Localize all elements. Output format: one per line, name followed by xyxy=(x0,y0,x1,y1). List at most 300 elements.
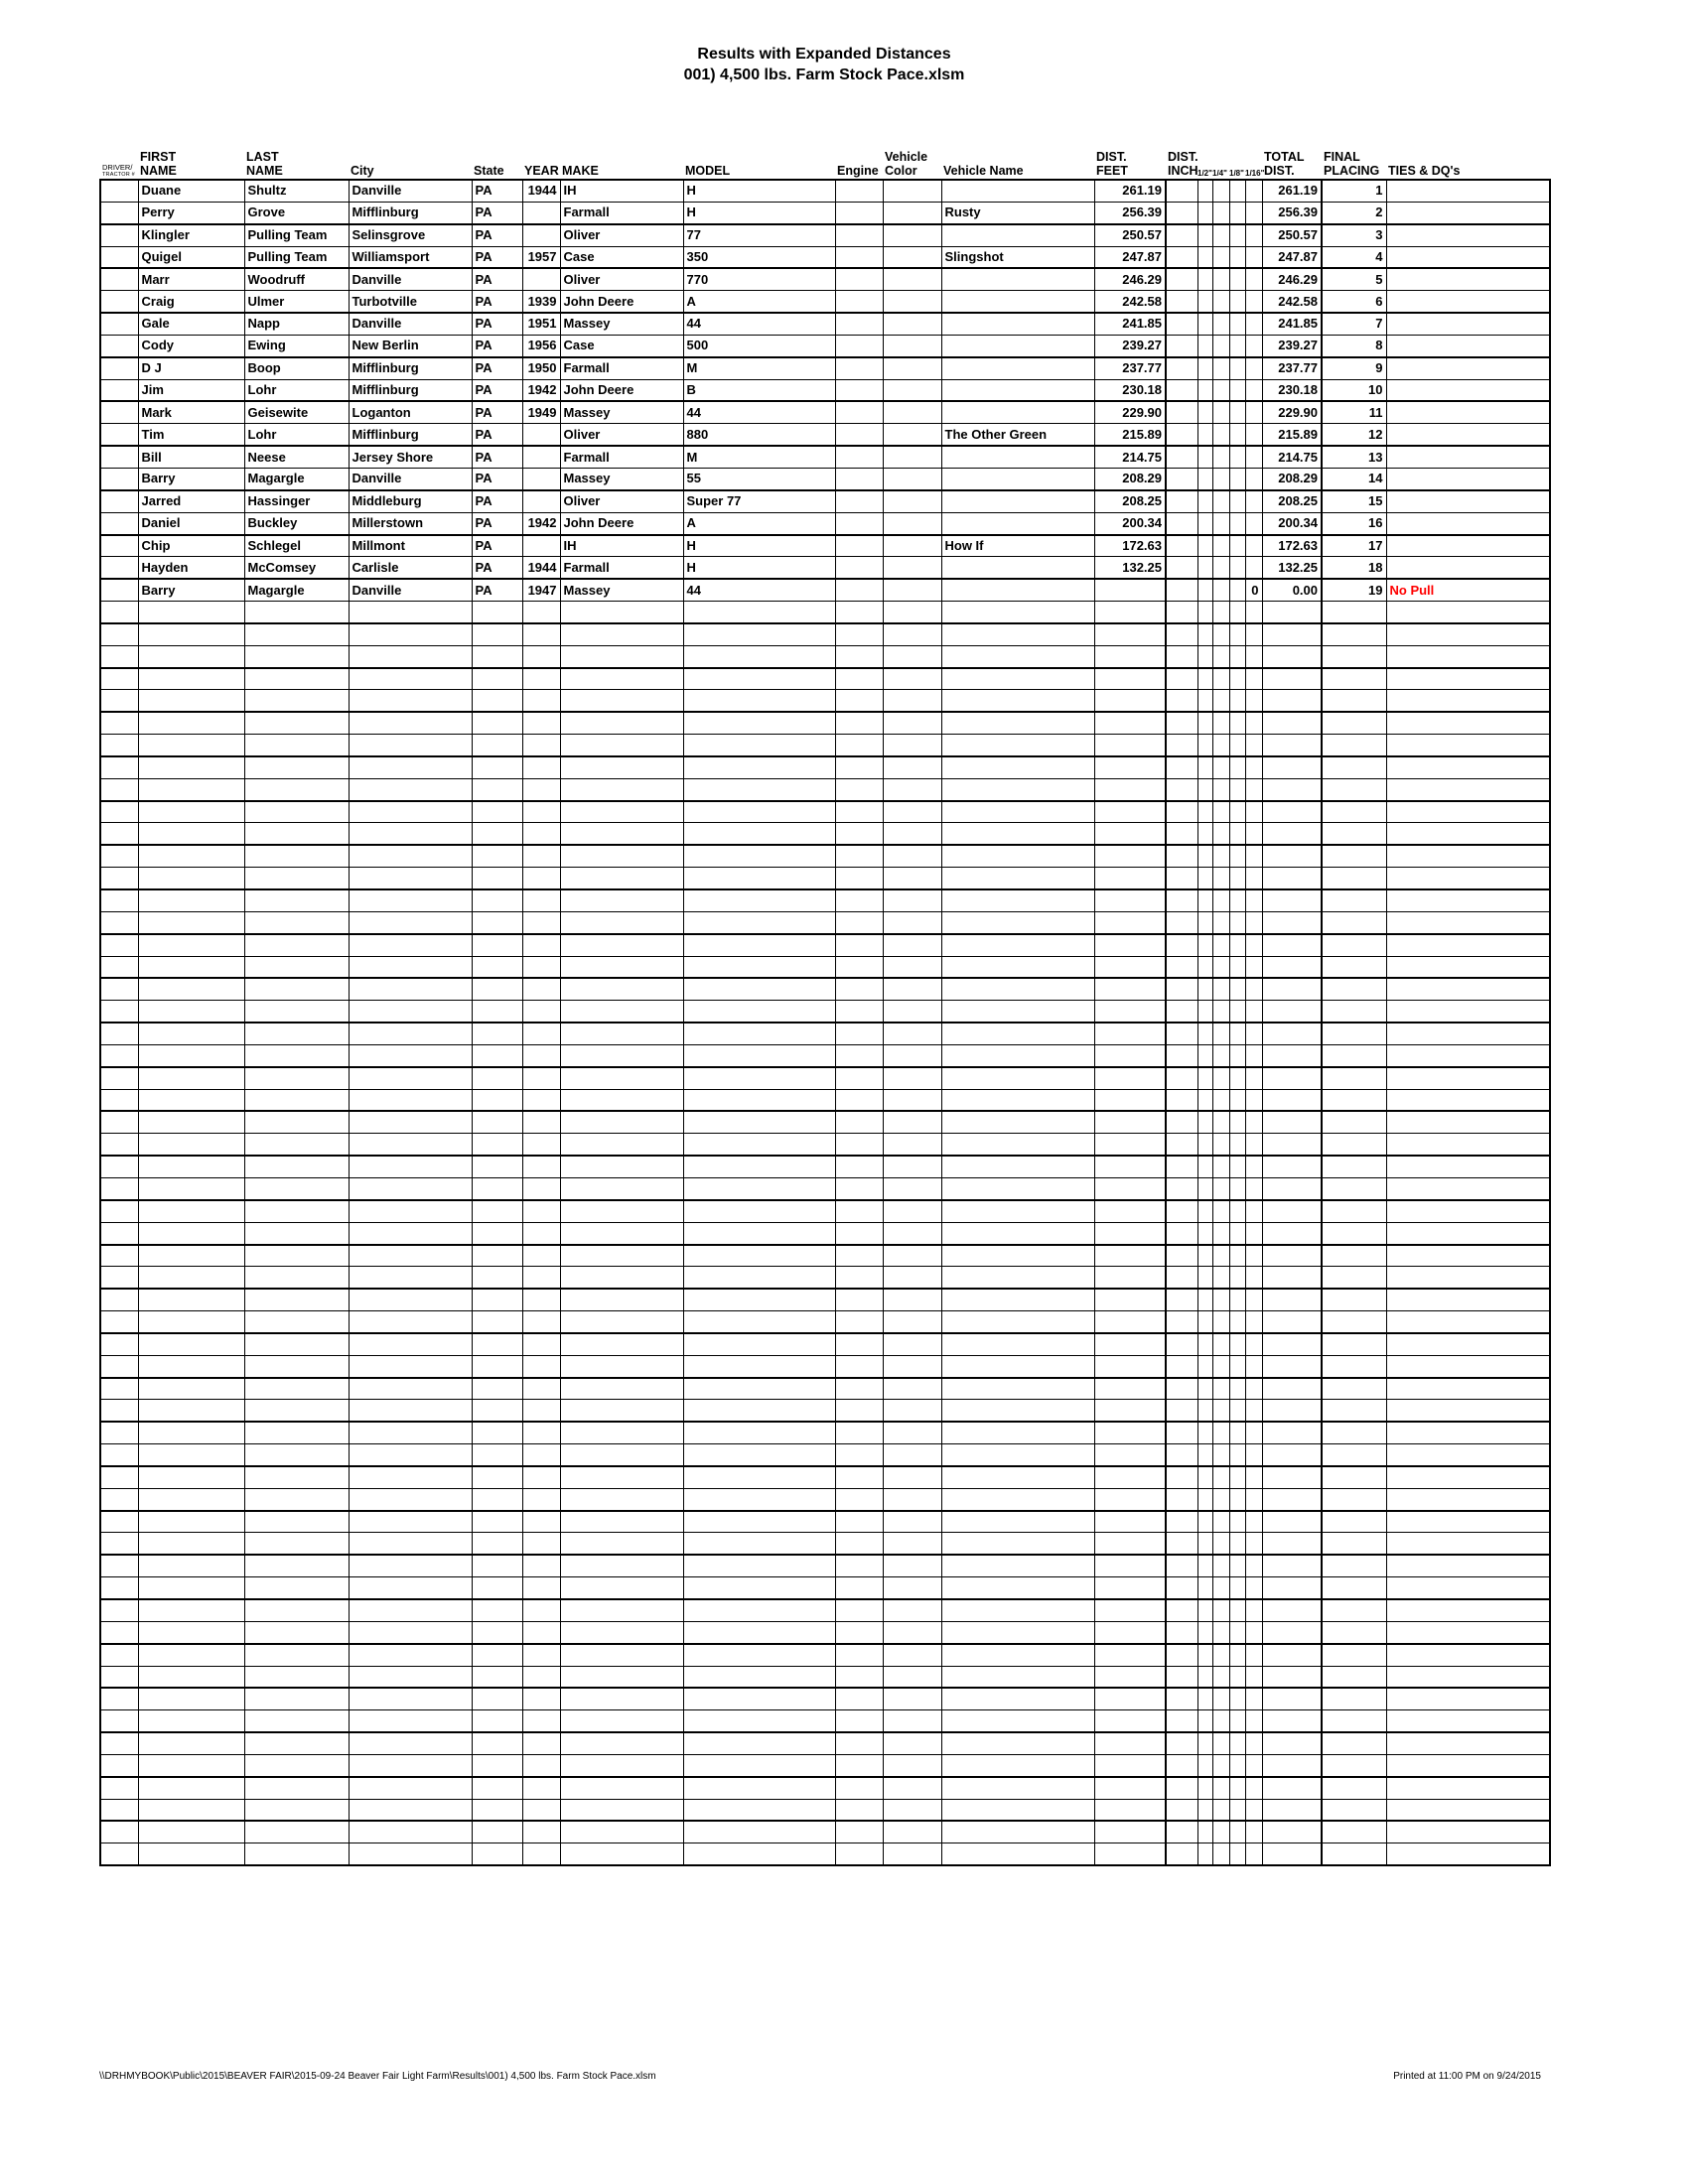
cell-final-placing xyxy=(1322,889,1386,911)
cell-total-dist xyxy=(1262,1754,1322,1776)
cell-vehicle-color xyxy=(883,1688,941,1709)
cell-make xyxy=(560,690,683,712)
cell-last-name xyxy=(244,1267,349,1289)
table-row-empty xyxy=(100,1644,1550,1666)
cell-engine xyxy=(835,1289,883,1310)
report-title-line1: Results with Expanded Distances xyxy=(697,46,951,63)
cell-state xyxy=(472,1666,522,1688)
cell-tractor-num xyxy=(100,645,138,667)
cell-eighth xyxy=(1229,845,1245,867)
cell-model: 880 xyxy=(683,424,835,446)
cell-eighth xyxy=(1229,1001,1245,1023)
cell-first-name xyxy=(138,1289,244,1310)
cell-engine xyxy=(835,623,883,645)
cell-engine xyxy=(835,1621,883,1643)
cell-first-name xyxy=(138,956,244,978)
cell-engine xyxy=(835,1710,883,1732)
cell-engine xyxy=(835,379,883,401)
cell-quarter xyxy=(1212,1511,1229,1533)
cell-last-name xyxy=(244,668,349,690)
cell-sixteenth xyxy=(1245,1422,1262,1443)
cell-ties-dqs xyxy=(1386,1533,1550,1555)
cell-ties-dqs xyxy=(1386,1444,1550,1466)
cell-model xyxy=(683,1089,835,1111)
cell-dist-inch xyxy=(1166,313,1197,335)
cell-city xyxy=(349,1044,472,1066)
cell-state xyxy=(472,1821,522,1843)
cell-total-dist xyxy=(1262,1466,1322,1488)
cell-last-name xyxy=(244,1333,349,1355)
cell-city xyxy=(349,934,472,956)
cell-make: IH xyxy=(560,180,683,202)
cell-sixteenth xyxy=(1245,1555,1262,1576)
cell-dist-feet xyxy=(1094,645,1166,667)
cell-city xyxy=(349,1400,472,1422)
cell-total-dist xyxy=(1262,1333,1322,1355)
cell-year xyxy=(522,1156,560,1177)
cell-vehicle-name xyxy=(941,1200,1094,1222)
cell-final-placing: 12 xyxy=(1322,424,1386,446)
cell-first-name xyxy=(138,801,244,823)
cell-engine xyxy=(835,291,883,313)
cell-total-dist: 200.34 xyxy=(1262,512,1322,534)
cell-tractor-num xyxy=(100,335,138,356)
cell-eighth xyxy=(1229,1044,1245,1066)
cell-engine xyxy=(835,1666,883,1688)
cell-vehicle-name: How If xyxy=(941,535,1094,557)
cell-make xyxy=(560,1245,683,1267)
cell-ties-dqs xyxy=(1386,468,1550,489)
cell-first-name xyxy=(138,1267,244,1289)
table-row xyxy=(100,357,1550,379)
cell-half xyxy=(1197,1400,1212,1422)
cell-sixteenth xyxy=(1245,645,1262,667)
cell-half xyxy=(1197,1511,1212,1533)
cell-eighth xyxy=(1229,1177,1245,1199)
table-row xyxy=(100,202,1550,223)
cell-final-placing xyxy=(1322,1710,1386,1732)
cell-engine xyxy=(835,180,883,202)
cell-total-dist xyxy=(1262,1577,1322,1599)
cell-ties-dqs xyxy=(1386,1400,1550,1422)
cell-dist-feet xyxy=(1094,1177,1166,1199)
table-row-empty xyxy=(100,1710,1550,1732)
cell-year xyxy=(522,224,560,246)
header-final-placing-line1: FINAL xyxy=(1324,150,1360,164)
cell-half xyxy=(1197,1688,1212,1709)
cell-make xyxy=(560,1644,683,1666)
cell-tractor-num xyxy=(100,268,138,290)
header-total-dist-line2: DIST. xyxy=(1264,164,1295,178)
cell-last-name xyxy=(244,735,349,756)
cell-final-placing xyxy=(1322,756,1386,778)
cell-last-name xyxy=(244,1156,349,1177)
cell-ties-dqs xyxy=(1386,1267,1550,1289)
cell-half xyxy=(1197,1134,1212,1156)
cell-tractor-num xyxy=(100,623,138,645)
table-row-empty xyxy=(100,1777,1550,1799)
cell-total-dist xyxy=(1262,1222,1322,1244)
cell-last-name xyxy=(244,1644,349,1666)
cell-eighth xyxy=(1229,1577,1245,1599)
cell-model xyxy=(683,956,835,978)
cell-last-name xyxy=(244,823,349,845)
cell-engine xyxy=(835,690,883,712)
table-row-empty xyxy=(100,623,1550,645)
cell-total-dist xyxy=(1262,1599,1322,1621)
cell-engine xyxy=(835,490,883,512)
cell-last-name xyxy=(244,1001,349,1023)
cell-tractor-num xyxy=(100,1200,138,1222)
cell-half xyxy=(1197,1821,1212,1843)
table-row-empty xyxy=(100,1222,1550,1244)
cell-total-dist: 241.85 xyxy=(1262,313,1322,335)
cell-vehicle-color xyxy=(883,1378,941,1400)
cell-first-name: Tim xyxy=(138,424,244,446)
cell-dist-inch xyxy=(1166,934,1197,956)
cell-ties-dqs xyxy=(1386,868,1550,889)
cell-final-placing: 14 xyxy=(1322,468,1386,489)
cell-city xyxy=(349,602,472,623)
cell-total-dist xyxy=(1262,1289,1322,1310)
cell-quarter xyxy=(1212,224,1229,246)
cell-vehicle-color xyxy=(883,1533,941,1555)
cell-dist-inch xyxy=(1166,668,1197,690)
cell-ties-dqs: No Pull xyxy=(1386,579,1550,601)
cell-first-name xyxy=(138,934,244,956)
cell-last-name xyxy=(244,1311,349,1333)
cell-ties-dqs xyxy=(1386,690,1550,712)
cell-year xyxy=(522,1177,560,1199)
cell-final-placing: 19 xyxy=(1322,579,1386,601)
cell-model xyxy=(683,1355,835,1377)
footer-file-path: \\DRHMYBOOK\Public\2015\BEAVER FAIR\2015-09-24 Beaver Fair Light Farm\Results\001) 4,500 lbs. Farm Stock Pace.xlsm xyxy=(99,2071,656,2082)
table-row-empty xyxy=(100,1466,1550,1488)
cell-make xyxy=(560,1067,683,1089)
cell-dist-feet xyxy=(1094,801,1166,823)
cell-total-dist xyxy=(1262,1378,1322,1400)
cell-make xyxy=(560,1843,683,1865)
cell-vehicle-color xyxy=(883,1311,941,1333)
cell-year xyxy=(522,756,560,778)
cell-half xyxy=(1197,1156,1212,1177)
cell-dist-feet xyxy=(1094,1156,1166,1177)
cell-total-dist xyxy=(1262,1200,1322,1222)
cell-engine xyxy=(835,756,883,778)
cell-dist-inch xyxy=(1166,1688,1197,1709)
cell-year xyxy=(522,1400,560,1422)
cell-vehicle-color xyxy=(883,1355,941,1377)
cell-vehicle-name xyxy=(941,1023,1094,1044)
cell-ties-dqs xyxy=(1386,623,1550,645)
table-row-empty xyxy=(100,735,1550,756)
header-total-dist xyxy=(1261,150,1321,179)
table-row-empty xyxy=(100,978,1550,1000)
cell-eighth xyxy=(1229,313,1245,335)
cell-tractor-num xyxy=(100,446,138,468)
cell-make xyxy=(560,1289,683,1310)
cell-tractor-num xyxy=(100,535,138,557)
cell-vehicle-name xyxy=(941,1577,1094,1599)
cell-last-name xyxy=(244,602,349,623)
cell-total-dist xyxy=(1262,911,1322,933)
cell-first-name xyxy=(138,868,244,889)
header-eighth xyxy=(1228,169,1244,179)
cell-model xyxy=(683,868,835,889)
cell-dist-feet xyxy=(1094,1511,1166,1533)
cell-half xyxy=(1197,1177,1212,1199)
cell-vehicle-color xyxy=(883,246,941,268)
cell-year xyxy=(522,1688,560,1709)
cell-vehicle-color xyxy=(883,1666,941,1688)
cell-city xyxy=(349,1378,472,1400)
cell-vehicle-color xyxy=(883,1621,941,1643)
cell-final-placing: 18 xyxy=(1322,557,1386,579)
cell-make xyxy=(560,645,683,667)
cell-quarter xyxy=(1212,446,1229,468)
cell-make: Farmall xyxy=(560,357,683,379)
cell-dist-inch xyxy=(1166,1843,1197,1865)
cell-dist-inch xyxy=(1166,1710,1197,1732)
cell-sixteenth xyxy=(1245,1134,1262,1156)
cell-final-placing: 2 xyxy=(1322,202,1386,223)
cell-engine xyxy=(835,1777,883,1799)
cell-ties-dqs xyxy=(1386,735,1550,756)
header-final-placing-line2: PLACING xyxy=(1324,164,1380,178)
cell-tractor-num xyxy=(100,180,138,202)
header-year-line2: YEAR xyxy=(524,164,559,178)
cell-sixteenth xyxy=(1245,868,1262,889)
cell-engine xyxy=(835,1732,883,1754)
cell-final-placing xyxy=(1322,911,1386,933)
cell-quarter xyxy=(1212,1799,1229,1821)
cell-final-placing xyxy=(1322,1333,1386,1355)
cell-quarter xyxy=(1212,1754,1229,1776)
table-row xyxy=(100,246,1550,268)
cell-tractor-num xyxy=(100,1843,138,1865)
cell-final-placing xyxy=(1322,1621,1386,1643)
cell-final-placing xyxy=(1322,645,1386,667)
cell-engine xyxy=(835,1555,883,1576)
cell-model: Super 77 xyxy=(683,490,835,512)
cell-vehicle-color xyxy=(883,1177,941,1199)
cell-make xyxy=(560,1777,683,1799)
cell-engine xyxy=(835,956,883,978)
cell-state xyxy=(472,1843,522,1865)
cell-quarter xyxy=(1212,1821,1229,1843)
header-tractor-num-line2: TRACTOR # xyxy=(102,172,135,178)
table-row-empty xyxy=(100,1843,1550,1865)
cell-state xyxy=(472,934,522,956)
cell-final-placing xyxy=(1322,934,1386,956)
cell-ties-dqs xyxy=(1386,1023,1550,1044)
cell-vehicle-color xyxy=(883,490,941,512)
cell-total-dist xyxy=(1262,934,1322,956)
table-row xyxy=(100,224,1550,246)
cell-engine xyxy=(835,1222,883,1244)
cell-first-name: Craig xyxy=(138,291,244,313)
cell-year xyxy=(522,1289,560,1310)
cell-engine xyxy=(835,911,883,933)
cell-vehicle-name xyxy=(941,934,1094,956)
cell-state xyxy=(472,845,522,867)
cell-vehicle-name xyxy=(941,335,1094,356)
cell-quarter xyxy=(1212,468,1229,489)
cell-city xyxy=(349,1644,472,1666)
header-make xyxy=(559,164,682,179)
cell-dist-inch xyxy=(1166,1333,1197,1355)
cell-quarter xyxy=(1212,335,1229,356)
cell-eighth xyxy=(1229,868,1245,889)
cell-vehicle-name xyxy=(941,1555,1094,1576)
header-vehicle-color-line1: Vehicle xyxy=(885,150,928,164)
cell-sixteenth xyxy=(1245,845,1262,867)
table-row xyxy=(100,379,1550,401)
header-model-line2: MODEL xyxy=(685,164,731,178)
cell-first-name xyxy=(138,1134,244,1156)
table-row-empty xyxy=(100,1134,1550,1156)
header-vehicle-color-line2: Color xyxy=(885,164,917,178)
cell-make xyxy=(560,1444,683,1466)
cell-vehicle-color xyxy=(883,268,941,290)
cell-model xyxy=(683,1754,835,1776)
cell-ties-dqs xyxy=(1386,1355,1550,1377)
header-model xyxy=(682,164,834,179)
header-dist-inch-line2: INCH xyxy=(1168,164,1198,178)
cell-year xyxy=(522,1732,560,1754)
cell-tractor-num xyxy=(100,1688,138,1709)
cell-sixteenth xyxy=(1245,1222,1262,1244)
table-header-row xyxy=(99,133,1549,179)
cell-dist-feet xyxy=(1094,735,1166,756)
cell-vehicle-color xyxy=(883,1511,941,1533)
cell-last-name xyxy=(244,1222,349,1244)
cell-state xyxy=(472,1555,522,1576)
cell-final-placing xyxy=(1322,1111,1386,1133)
cell-sixteenth xyxy=(1245,1267,1262,1289)
cell-make xyxy=(560,1511,683,1533)
cell-last-name xyxy=(244,1289,349,1310)
cell-total-dist: 256.39 xyxy=(1262,202,1322,223)
cell-dist-inch xyxy=(1166,557,1197,579)
cell-final-placing xyxy=(1322,1355,1386,1377)
cell-vehicle-name xyxy=(941,1044,1094,1066)
cell-vehicle-color xyxy=(883,1466,941,1488)
cell-year xyxy=(522,1378,560,1400)
cell-quarter xyxy=(1212,1688,1229,1709)
cell-quarter xyxy=(1212,1422,1229,1443)
cell-tractor-num xyxy=(100,246,138,268)
cell-dist-inch xyxy=(1166,1555,1197,1576)
cell-vehicle-color xyxy=(883,956,941,978)
cell-vehicle-color xyxy=(883,1799,941,1821)
cell-sixteenth xyxy=(1245,1533,1262,1555)
cell-total-dist xyxy=(1262,668,1322,690)
cell-year: 1949 xyxy=(522,401,560,423)
cell-state xyxy=(472,1400,522,1422)
cell-sixteenth xyxy=(1245,1666,1262,1688)
cell-city xyxy=(349,1289,472,1310)
cell-model: 55 xyxy=(683,468,835,489)
cell-quarter xyxy=(1212,202,1229,223)
cell-half xyxy=(1197,335,1212,356)
cell-make xyxy=(560,1555,683,1576)
cell-city xyxy=(349,1710,472,1732)
cell-ties-dqs xyxy=(1386,1156,1550,1177)
cell-half xyxy=(1197,1710,1212,1732)
cell-last-name xyxy=(244,1044,349,1066)
cell-sixteenth xyxy=(1245,335,1262,356)
cell-total-dist xyxy=(1262,690,1322,712)
cell-year xyxy=(522,690,560,712)
cell-engine xyxy=(835,1245,883,1267)
cell-last-name xyxy=(244,1111,349,1133)
cell-eighth xyxy=(1229,468,1245,489)
cell-tractor-num xyxy=(100,1466,138,1488)
cell-tractor-num xyxy=(100,956,138,978)
cell-vehicle-name xyxy=(941,1177,1094,1199)
cell-dist-feet xyxy=(1094,1732,1166,1754)
cell-year xyxy=(522,778,560,800)
cell-eighth xyxy=(1229,934,1245,956)
cell-eighth xyxy=(1229,712,1245,734)
cell-make xyxy=(560,1267,683,1289)
cell-vehicle-color xyxy=(883,712,941,734)
cell-tractor-num xyxy=(100,1444,138,1466)
cell-eighth xyxy=(1229,1666,1245,1688)
cell-make xyxy=(560,845,683,867)
cell-model: H xyxy=(683,535,835,557)
cell-dist-inch xyxy=(1166,512,1197,534)
cell-eighth xyxy=(1229,291,1245,313)
cell-first-name xyxy=(138,1843,244,1865)
cell-year xyxy=(522,823,560,845)
table-row-empty xyxy=(100,1089,1550,1111)
cell-eighth xyxy=(1229,1599,1245,1621)
cell-sixteenth xyxy=(1245,889,1262,911)
table-row-empty xyxy=(100,1023,1550,1044)
cell-vehicle-name xyxy=(941,823,1094,845)
cell-model xyxy=(683,1311,835,1333)
cell-half xyxy=(1197,1422,1212,1443)
cell-city xyxy=(349,1333,472,1355)
cell-tractor-num xyxy=(100,602,138,623)
cell-ties-dqs xyxy=(1386,1599,1550,1621)
cell-vehicle-name xyxy=(941,1710,1094,1732)
cell-model xyxy=(683,1289,835,1310)
header-first-name-line2: NAME xyxy=(140,164,177,178)
cell-total-dist xyxy=(1262,1555,1322,1576)
cell-dist-feet: 215.89 xyxy=(1094,424,1166,446)
cell-vehicle-name: The Other Green xyxy=(941,424,1094,446)
cell-make xyxy=(560,1378,683,1400)
cell-half xyxy=(1197,313,1212,335)
cell-total-dist: 208.25 xyxy=(1262,490,1322,512)
cell-total-dist xyxy=(1262,712,1322,734)
cell-eighth xyxy=(1229,1311,1245,1333)
cell-first-name xyxy=(138,978,244,1000)
cell-sixteenth xyxy=(1245,1777,1262,1799)
cell-year: 1944 xyxy=(522,557,560,579)
cell-dist-inch xyxy=(1166,911,1197,933)
cell-half xyxy=(1197,1044,1212,1066)
cell-ties-dqs xyxy=(1386,446,1550,468)
cell-total-dist xyxy=(1262,1621,1322,1643)
cell-city: Jersey Shore xyxy=(349,446,472,468)
cell-vehicle-color xyxy=(883,801,941,823)
cell-ties-dqs xyxy=(1386,1289,1550,1310)
cell-quarter xyxy=(1212,379,1229,401)
